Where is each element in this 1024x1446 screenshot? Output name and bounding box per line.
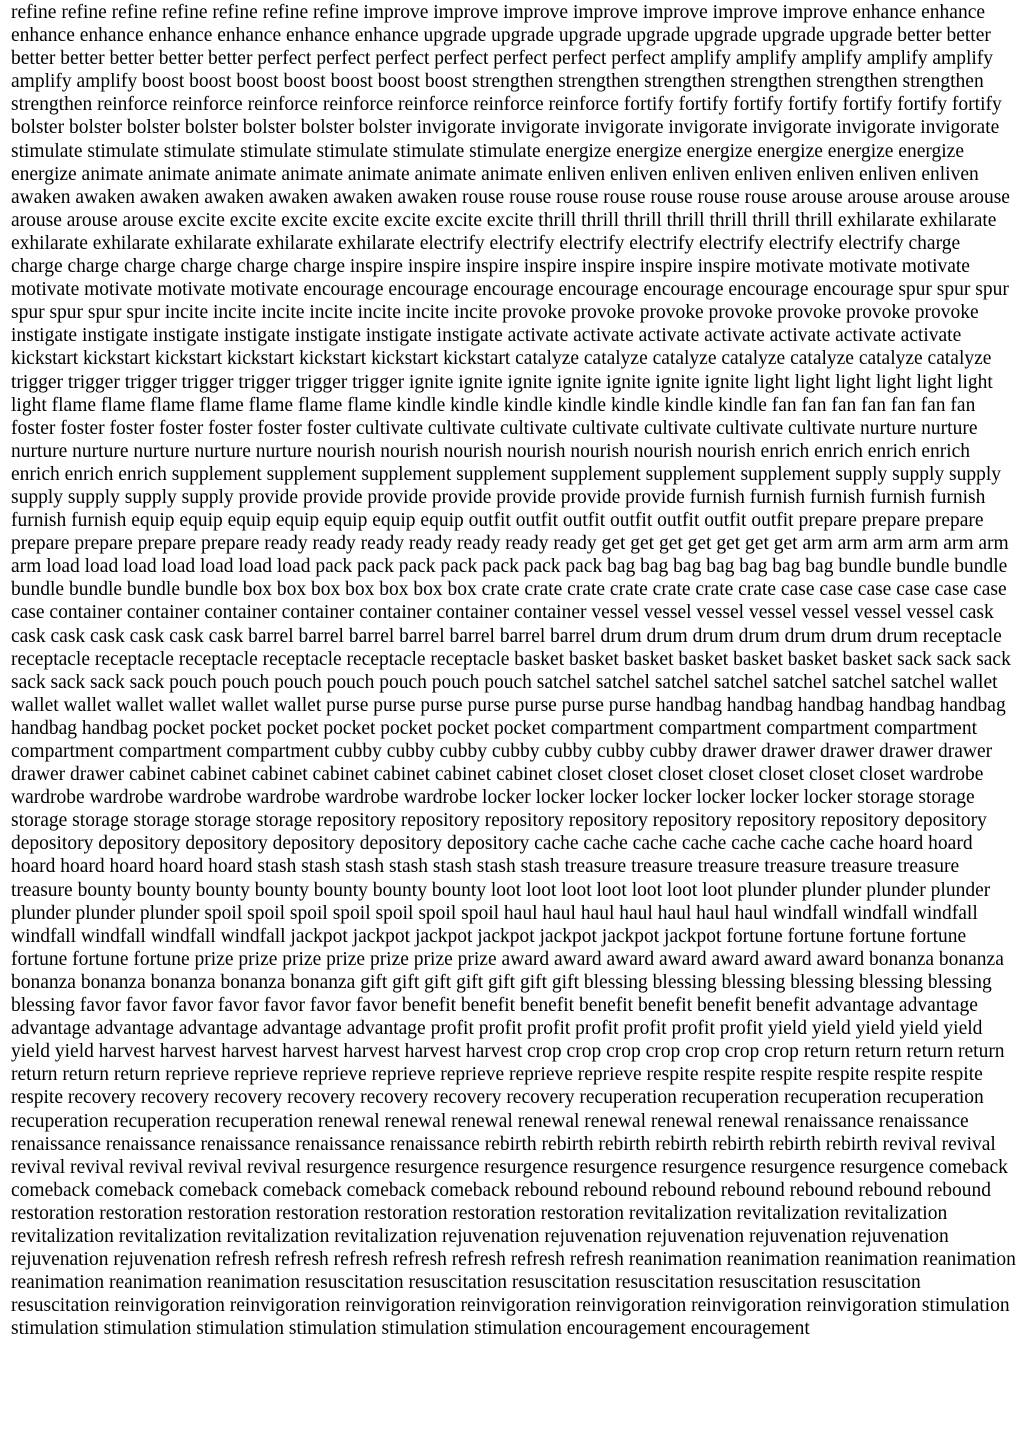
- body-text: refine refine refine refine refine refine refine improve improve improve improve improve improve improve enhance enhance enhance enhance enhance enhance enhance enhance upgrade upgrade upgrade upgrade upgrade upgrade upgrade better better better better better better better perfect perfect perfect perfect perfect perfect perfect amplify amplify amplify amplify amplify amplify amplify boost boost boost boost boost boost boost strengthen strengthen strengthen strengthen strengthen strengthen strengthen reinforce reinforce reinforce reinforce reinforce reinforce reinforce fortify fortify fortify fortify fortify fortify fortify bolster bolster bolster bolster bolster bolster bolster invigorate invigorate invigorate invigorate invigorate invigorate invigorate stimulate stimulate stimulate stimulate stimulate stimulate stimulate energize energize energize energize energize energize energize animate animate animate animate animate animate animate enliven enliven enliven enliven enliven enliven enliven awaken awaken awaken awaken awaken awaken awaken rouse rouse rouse rouse rouse rouse rouse arouse arouse arouse arouse arouse arouse arouse excite excite excite excite excite excite excite thrill thrill thrill thrill thrill thrill thrill exhilarate exhilarate exhilarate exhilarate exhilarate exhilarate exhilarate electrify electrify electrify electrify electrify electrify electrify charge charge charge charge charge charge charge inspire inspire inspire inspire inspire inspire inspire motivate motivate motivate motivate motivate motivate motivate encourage encourage encourage encourage encourage encourage encourage spur spur spur spur spur spur spur incite incite incite incite incite incite incite provoke provoke provoke provoke provoke provoke provoke instigate instigate instigate instigate instigate instigate instigate activate activate activate activate activate activate activate kickstart kickstart kickstart kickstart kickstart kickstart kickstart catalyze catalyze catalyze catalyze catalyze catalyze catalyze trigger trigger trigger trigger trigger trigger trigger ignite ignite ignite ignite ignite ignite ignite light light light light light light light flame flame flame flame flame flame flame kindle kindle kindle kindle kindle kindle kindle fan fan fan fan fan fan fan foster foster foster foster foster foster foster cultivate cultivate cultivate cultivate cultivate cultivate cultivate nurture nurture nurture nurture nurture nurture nurture nourish nourish nourish nourish nourish nourish nourish enrich enrich enrich enrich enrich enrich enrich supplement supplement supplement supplement supplement supplement supplement supply supply supply supply supply supply supply provide provide provide provide provide provide provide furnish furnish furnish furnish furnish furnish furnish equip equip equip equip equip equip equip outfit outfit outfit outfit outfit outfit outfit prepare prepare prepare prepare prepare prepare prepare ready ready ready ready ready ready ready get get get get get get get arm arm arm arm arm arm arm load load load load load load load pack pack pack pack pack pack pack bag bag bag bag bag bag bag bundle bundle bundle bundle bundle bundle bundle box box box box box box box crate crate crate crate crate crate crate case case case case case case case container container container container container container container vessel vessel vessel vessel vessel vessel vessel cask cask cask cask cask cask cask barrel barrel barrel barrel barrel barrel barrel drum drum drum drum drum drum drum receptacle receptacle receptacle receptacle receptacle receptacle receptacle basket basket basket basket basket basket basket sack sack sack sack sack sack sack pouch pouch pouch pouch pouch pouch pouch satchel satchel satchel satchel satchel satchel satchel wallet wallet wallet wallet wallet wallet wallet purse purse purse purse purse purse purse handbag handbag handbag handbag handbag handbag handbag pocket pocket pocket pocket pocket pocket pocket compartment compartment compartment compartment compartment compartment compartment cubby cubby cubby cubby cubby cubby cubby drawer drawer drawer drawer drawer drawer drawer cabinet cabinet cabinet cabinet cabinet cabinet cabinet closet closet closet closet closet closet closet wardrobe wardrobe wardrobe wardrobe wardrobe wardrobe wardrobe locker locker locker locker locker locker locker storage storage storage storage storage storage storage repository repository repository repository repository repository repository depository depository depository depository depository depository depository cache cache cache cache cache cache cache hoard hoard hoard hoard hoard hoard hoard stash stash stash stash stash stash stash treasure treasure treasure treasure treasure treasure treasure bounty bounty bounty bounty bounty bounty bounty loot loot loot loot loot loot loot plunder plunder plunder plunder plunder plunder plunder spoil spoil spoil spoil spoil spoil spoil haul haul haul haul haul haul haul windfall windfall windfall windfall windfall windfall windfall jackpot jackpot jackpot jackpot jackpot jackpot jackpot fortune fortune fortune fortune fortune fortune fortune prize prize prize prize prize prize prize award award award award award award award bonanza bonanza bonanza bonanza bonanza bonanza bonanza gift gift gift gift gift gift gift blessing blessing blessing blessing blessing blessing blessing favor favor favor favor favor favor favor benefit benefit benefit benefit benefit benefit benefit advantage advantage advantage advantage advantage advantage advantage profit profit profit profit profit profit profit yield yield yield yield yield yield yield harvest harvest harvest harvest harvest harvest harvest crop crop crop crop crop crop crop return return return return return return return reprieve reprieve reprieve reprieve reprieve reprieve reprieve respite respite respite respite respite respite respite recovery recovery recovery recovery recovery recovery recovery recuperation recuperation recuperation recuperation recuperation recuperation recuperation renewal renewal renewal renewal renewal renewal renewal renaissance renaissance renaissance renaissance renaissance renaissance renaissance rebirth rebirth rebirth rebirth rebirth rebirth rebirth revival revival revival revival revival revival revival resurgence resurgence resurgence resurgence resurgence resurgence resurgence comeback comeback comeback comeback comeback comeback comeback rebound rebound rebound rebound rebound rebound rebound restoration restoration restoration restoration restoration restoration restoration revitalization revitalization revitalization revitalization revitalization revitalization revitalization rejuvenation rejuvenation rejuvenation rejuvenation rejuvenation rejuvenation rejuvenation refresh refresh refresh refresh refresh refresh refresh reanimation reanimation reanimation reanimation reanimation reanimation reanimation resuscitation resuscitation resuscitation resuscitation resuscitation resuscitation resuscitation reinvigoration reinvigoration reinvigoration reinvigoration reinvigoration reinvigoration reinvigoration stimulation stimulation stimulation stimulation stimulation stimulation stimulation encouragement encouragement: [11, 2, 1016, 1340]
